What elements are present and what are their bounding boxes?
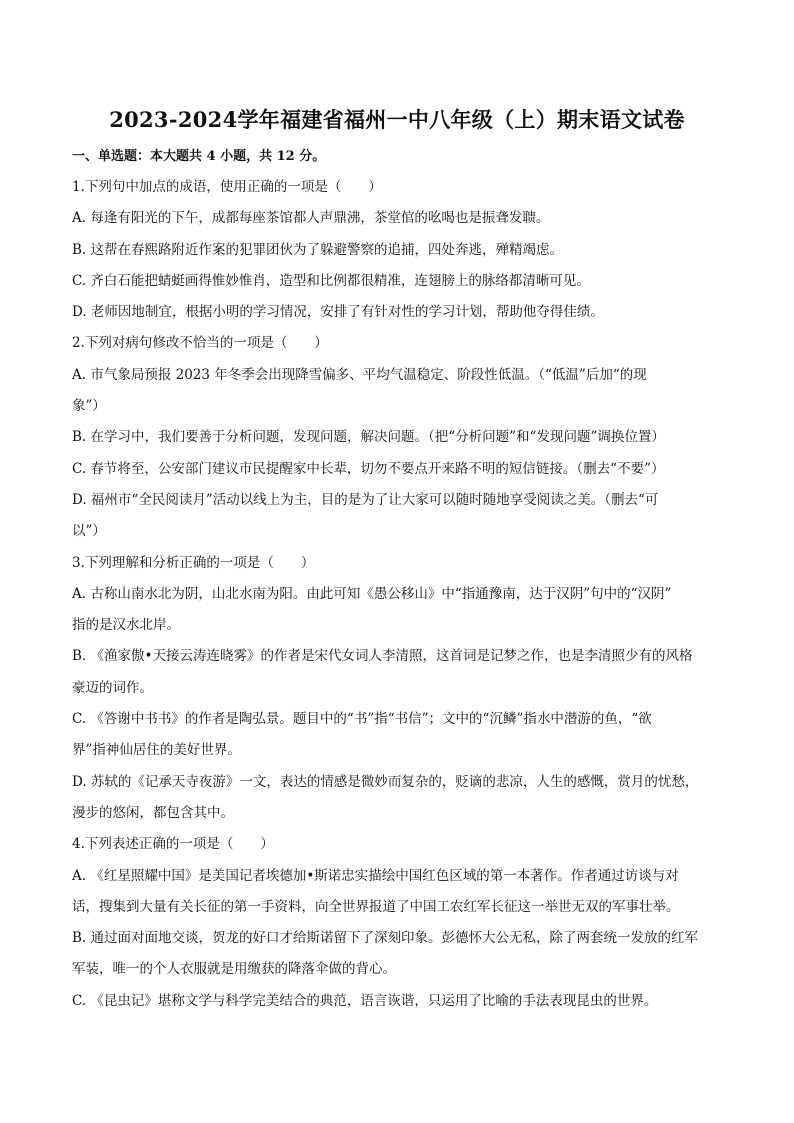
question-3 <box>72 548 722 830</box>
option-d: D. 苏轼的《记承天寺夜游》一文，表达的情感是微妙而复杂的，贬谪的悲凉，人生的感慨，赏月的忧愁， <box>72 773 699 790</box>
option-b: B. 这帮在春熙路附近作案的犯罪团伙为了躲避警察的追捕，四处奔逃，殚精竭虑。 <box>72 241 564 258</box>
question-stem: 4.下列表述正确的一项是（ ） <box>72 836 274 853</box>
option-d: D. 老师因地制宜，根据小明的学习情况，安排了有针对性的学习计划，帮助他夺得佳绩。 <box>72 304 604 321</box>
option-a: A. 每逢有阳光的下午，成都每座茶馆都人声鼎沸，茶堂倌的吆喝也是振聋发聩。 <box>72 210 550 227</box>
question-list <box>72 172 722 1017</box>
option-a: 指的是汉水北岸。 <box>72 617 180 634</box>
question-4 <box>72 829 722 1017</box>
option-b: 军装，唯一的个人衣服就是用缴获的降落伞做的背心。 <box>72 961 396 978</box>
option-a: A. 《红星照耀中国》是美国记者埃德加•斯诺忠实描绘中国红色区域的第一本著作。作者通过访谈与对 <box>72 867 679 884</box>
option-a: A. 市气象局预报 2023 年冬季会出现降雪偏多、平均气温稳定、阶段性低温。（“低温”后加“的现 <box>72 366 647 383</box>
option-d: D. 福州市“全民阅读月”活动以线上为主，目的是为了让大家可以随时随地享受阅读之美。（删去“可 <box>72 491 659 508</box>
option-a: 话，搜集到大量有关长征的第一手资料，向全世界报道了中国工农红军长征这一举世无双的军事壮举。 <box>72 898 680 915</box>
option-a: 象”） <box>72 398 106 415</box>
option-c: 界”指神仙居住的美好世界。 <box>72 742 241 759</box>
question-stem: 2.下列对病句修改不恰当的一项是（ ） <box>72 335 328 352</box>
option-d: 以”） <box>72 523 106 540</box>
section-heading: 一、单选题：本大题共 4 小题，共 12 分。 <box>72 149 326 164</box>
option-c: C. 《答谢中书书》的作者是陶弘景。题目中的“书”指“书信”；文中的“沉鳞”指水中潜游的鱼，“欲 <box>72 711 652 728</box>
option-b: B. 《渔家傲•天接云涛连晓雾》的作者是宋代女词人李清照，这首词是记梦之作，也是李清照少有的风格 <box>72 648 693 665</box>
option-c: C. 齐白石能把蜻蜓画得惟妙惟肖，造型和比例都很精准，连翅膀上的脉络都清晰可见。 <box>72 272 590 289</box>
exam-title: 2023-2024学年福建省福州一中八年级（上）期末语文试卷 <box>109 107 685 132</box>
question-stem: 1.下列句中加点的成语，使用正确的一项是（ ） <box>72 179 382 195</box>
question-stem: 3.下列理解和分析正确的一项是（ ） <box>72 554 315 571</box>
option-c: C. 《昆虫记》堪称文学与科学完美结合的典范，语言诙谐，只运用了比喻的手法表现昆虫的世界。 <box>72 992 658 1009</box>
option-d: 漫步的悠闲，都包含其中。 <box>72 804 234 821</box>
option-a: A. 古称山南水北为阴，山北水南为阳。由此可知《愚公移山》中“指通豫南，达于汉阴”句中的“汉阴” <box>72 585 672 602</box>
option-c: C. 春节将至，公安部门建议市民提醒家中长辈，切勿不要点开来路不明的短信链接。（删去“不要”） <box>72 460 665 477</box>
option-b: B. 在学习中，我们要善于分析问题，发现问题，解决问题。（把“分析问题”和“发现问题”调换位置） <box>72 429 665 446</box>
option-b: 豪迈的词作。 <box>72 679 153 696</box>
question-2 <box>72 328 722 547</box>
question-1 <box>72 172 722 328</box>
option-b: B. 通过面对面地交谈，贺龙的好口才给斯诺留下了深刻印象。彭德怀大公无私，除了两套统一发放的红军 <box>72 930 699 947</box>
